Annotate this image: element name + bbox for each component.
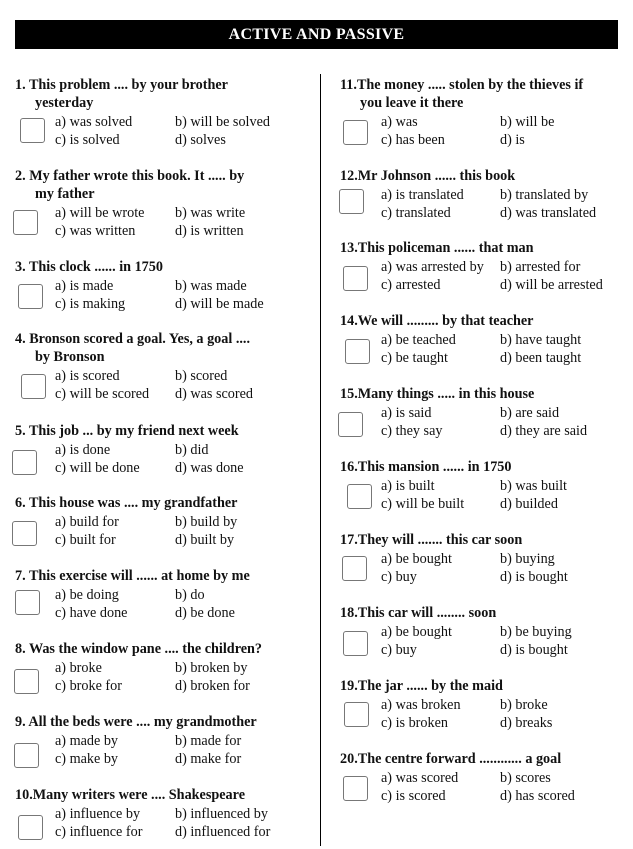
option-d: d) influenced for <box>175 824 271 840</box>
option-a: a) was <box>381 114 418 130</box>
option-a: a) is done <box>55 442 111 458</box>
option-b: b) influenced by <box>175 806 268 822</box>
answer-box-14[interactable] <box>345 339 370 364</box>
option-b: b) will be solved <box>175 114 270 130</box>
question-number: 17. <box>340 532 358 548</box>
question-line-1: Was the window pane .... the children? <box>28 641 263 657</box>
option-a: a) build for <box>55 514 119 530</box>
question-text <box>15 494 237 512</box>
option-c: c) will be built <box>381 496 465 512</box>
question-number: 20. <box>340 751 358 767</box>
options <box>15 732 257 768</box>
option-d: d) was scored <box>175 386 254 402</box>
option-d: d) was done <box>175 460 244 476</box>
question-number: 10. <box>15 787 33 803</box>
option-c: c) arrested <box>381 277 441 293</box>
option-b: b) do <box>175 587 205 603</box>
question-line-1: This car will ........ soon <box>357 605 497 621</box>
option-a: a) was solved <box>55 114 133 130</box>
question-text <box>15 713 257 731</box>
option-b: b) made for <box>175 733 242 749</box>
option-d: d) was translated <box>500 205 597 221</box>
option-d: d) been taught <box>500 350 582 366</box>
question-5 <box>15 422 244 477</box>
options <box>15 204 245 240</box>
question-9 <box>15 713 257 768</box>
question-16 <box>340 458 567 513</box>
option-b: b) was built <box>500 478 567 494</box>
question-number: 6. <box>15 495 29 511</box>
answer-box-6[interactable] <box>12 521 37 546</box>
question-text <box>15 258 264 276</box>
option-d: d) they are said <box>500 423 588 439</box>
option-a: a) influence by <box>55 806 141 822</box>
option-b: b) build by <box>175 514 238 530</box>
column-divider <box>320 74 321 846</box>
options <box>15 113 270 149</box>
answer-box-17[interactable] <box>342 556 367 581</box>
options <box>340 623 572 659</box>
question-1 <box>15 76 270 149</box>
option-b: b) be buying <box>500 624 572 640</box>
answer-box-19[interactable] <box>344 702 369 727</box>
question-text <box>15 422 244 440</box>
question-2 <box>15 167 245 240</box>
option-d: d) will be made <box>175 296 264 312</box>
question-line-1: This exercise will ...... at home by me <box>28 568 250 584</box>
answer-box-20[interactable] <box>343 776 368 801</box>
question-line-1: The money ..... stolen by the thieves if <box>356 77 584 93</box>
question-line-1: Many things ..... in this house <box>357 386 535 402</box>
option-b: b) scored <box>175 368 228 384</box>
option-a: a) will be wrote <box>55 205 145 221</box>
option-c: c) translated <box>381 205 451 221</box>
option-d: d) will be arrested <box>500 277 603 293</box>
question-text <box>340 458 567 476</box>
question-line-1: Bronson scored a goal. Yes, a goal .... <box>29 331 251 347</box>
question-number: 14. <box>340 313 358 329</box>
option-d: d) has scored <box>500 788 575 804</box>
question-number: 5. <box>15 423 29 439</box>
question-4 <box>15 330 253 403</box>
question-text <box>340 677 552 695</box>
question-line-1: This mansion ...... in 1750 <box>357 459 512 475</box>
options <box>15 441 244 477</box>
answer-box-16[interactable] <box>347 484 372 509</box>
option-c: c) built for <box>55 532 116 548</box>
option-c: c) is making <box>55 296 126 312</box>
question-text <box>15 330 253 366</box>
option-b: b) translated by <box>500 187 589 203</box>
question-text <box>340 167 596 185</box>
question-number: 4. <box>15 331 30 347</box>
question-number: 19. <box>340 678 358 694</box>
option-a: a) is scored <box>55 368 120 384</box>
option-a: a) is made <box>55 278 114 294</box>
option-d: d) built by <box>175 532 235 548</box>
question-line-1: The centre forward ............ a goal <box>357 751 562 767</box>
options <box>340 113 583 149</box>
question-number: 3. <box>15 259 29 275</box>
question-17 <box>340 531 568 586</box>
option-d: d) solves <box>175 132 226 148</box>
question-text <box>15 640 262 658</box>
question-number: 12. <box>340 168 358 184</box>
option-b: b) have taught <box>500 332 582 348</box>
answer-box-9[interactable] <box>14 743 39 768</box>
answer-box-10[interactable] <box>18 815 43 840</box>
question-14 <box>340 312 581 367</box>
answer-box-11[interactable] <box>343 120 368 145</box>
answer-box-13[interactable] <box>343 266 368 291</box>
question-line-2: you leave it there <box>360 95 464 111</box>
answer-box-2[interactable] <box>13 210 38 235</box>
option-d: d) make for <box>175 751 242 767</box>
question-13 <box>340 239 603 294</box>
question-number: 16. <box>340 459 358 475</box>
options <box>15 277 264 313</box>
question-text <box>340 76 583 112</box>
option-a: a) was arrested by <box>381 259 484 275</box>
question-11 <box>340 76 583 149</box>
options <box>15 367 253 403</box>
answer-box-4[interactable] <box>21 374 46 399</box>
question-number: 1. <box>15 77 29 93</box>
question-number: 8. <box>15 641 29 657</box>
answer-box-8[interactable] <box>14 669 39 694</box>
option-a: a) be bought <box>381 551 452 567</box>
question-number: 2. <box>15 168 30 184</box>
answer-box-5[interactable] <box>12 450 37 475</box>
option-b: b) are said <box>500 405 560 421</box>
question-10 <box>15 786 270 841</box>
question-text <box>15 786 270 804</box>
option-b: b) will be <box>500 114 555 130</box>
option-a: a) is built <box>381 478 435 494</box>
question-text <box>340 312 581 330</box>
option-c: c) have done <box>55 605 128 621</box>
question-15 <box>340 385 587 440</box>
option-b: b) was made <box>175 278 247 294</box>
option-d: d) breaks <box>500 715 553 731</box>
option-c: c) will be done <box>55 460 140 476</box>
question-line-1: My father wrote this book. It ..... by <box>29 168 245 184</box>
options <box>340 550 568 586</box>
question-number: 11. <box>340 77 357 93</box>
options <box>340 696 552 732</box>
question-line-2: my father <box>35 186 95 202</box>
options <box>340 186 596 222</box>
question-number: 13. <box>340 240 358 256</box>
options <box>340 404 587 440</box>
question-18 <box>340 604 572 659</box>
option-d: d) broken for <box>175 678 250 694</box>
question-number: 15. <box>340 386 358 402</box>
question-3 <box>15 258 264 313</box>
worksheet-title: ACTIVE AND PASSIVE <box>15 20 618 49</box>
option-c: c) is scored <box>381 788 446 804</box>
answer-box-3[interactable] <box>18 284 43 309</box>
options <box>15 586 250 622</box>
question-line-2: yesterday <box>35 95 94 111</box>
question-12 <box>340 167 596 222</box>
options <box>15 659 262 695</box>
question-line-1: They will ....... this car soon <box>357 532 523 548</box>
option-b: b) scores <box>500 770 551 786</box>
option-c: c) be taught <box>381 350 448 366</box>
option-c: c) influence for <box>55 824 143 840</box>
question-line-1: Mr Johnson ...... this book <box>357 168 516 184</box>
question-line-1: This job ... by my friend next week <box>28 423 239 439</box>
option-c: c) buy <box>381 642 417 658</box>
answer-box-15[interactable] <box>338 412 363 437</box>
answer-box-12[interactable] <box>339 189 364 214</box>
answer-box-7[interactable] <box>15 590 40 615</box>
option-a: a) be doing <box>55 587 119 603</box>
question-number: 7. <box>15 568 29 584</box>
option-d: d) builded <box>500 496 558 512</box>
options <box>15 513 237 549</box>
option-a: a) is translated <box>381 187 464 203</box>
option-a: a) made by <box>55 733 119 749</box>
option-c: c) they say <box>381 423 443 439</box>
question-19 <box>340 677 552 732</box>
question-line-1: Many writers were .... Shakespeare <box>32 787 245 803</box>
question-line-1: We will ......... by that teacher <box>357 313 534 329</box>
option-c: c) make by <box>55 751 119 767</box>
question-8 <box>15 640 262 695</box>
answer-box-18[interactable] <box>343 631 368 656</box>
question-line-1: The jar ...... by the maid <box>357 678 503 694</box>
option-b: b) buying <box>500 551 555 567</box>
question-text <box>340 239 603 257</box>
option-a: a) is said <box>381 405 432 421</box>
option-c: c) will be scored <box>55 386 150 402</box>
option-c: c) is solved <box>55 132 120 148</box>
option-d: d) is bought <box>500 569 568 585</box>
options <box>340 769 575 805</box>
question-6 <box>15 494 237 549</box>
option-c: c) broke for <box>55 678 122 694</box>
question-text <box>340 385 587 403</box>
option-b: b) broken by <box>175 660 248 676</box>
question-line-1: All the beds were .... my grandmother <box>28 714 257 730</box>
answer-box-1[interactable] <box>20 118 45 143</box>
question-line-1: This house was .... my grandfather <box>28 495 238 511</box>
question-text <box>15 76 270 112</box>
option-c: c) buy <box>381 569 417 585</box>
option-c: c) was written <box>55 223 136 239</box>
option-c: c) has been <box>381 132 445 148</box>
option-d: d) is <box>500 132 525 148</box>
option-a: a) be teached <box>381 332 456 348</box>
question-text <box>15 567 250 585</box>
question-text <box>15 167 245 203</box>
question-number: 18. <box>340 605 358 621</box>
options <box>15 805 270 841</box>
option-d: d) is written <box>175 223 244 239</box>
option-b: b) broke <box>500 697 548 713</box>
question-line-1: This policeman ...... that man <box>357 240 534 256</box>
question-number: 9. <box>15 714 29 730</box>
option-c: c) is broken <box>381 715 448 731</box>
question-20 <box>340 750 575 805</box>
option-a: a) broke <box>55 660 102 676</box>
option-d: d) is bought <box>500 642 568 658</box>
option-a: a) was broken <box>381 697 461 713</box>
option-a: a) be bought <box>381 624 452 640</box>
option-b: b) arrested for <box>500 259 581 275</box>
question-line-1: This clock ...... in 1750 <box>28 259 163 275</box>
question-line-2: by Bronson <box>35 349 105 365</box>
option-a: a) was scored <box>381 770 459 786</box>
options <box>340 477 567 513</box>
options <box>340 258 603 294</box>
option-b: b) did <box>175 442 209 458</box>
question-text <box>340 750 575 768</box>
question-7 <box>15 567 250 622</box>
option-d: d) be done <box>175 605 235 621</box>
question-text <box>340 604 572 622</box>
option-b: b) was write <box>175 205 246 221</box>
question-line-1: This problem .... by your brother <box>28 77 228 93</box>
options <box>340 331 581 367</box>
question-text <box>340 531 568 549</box>
